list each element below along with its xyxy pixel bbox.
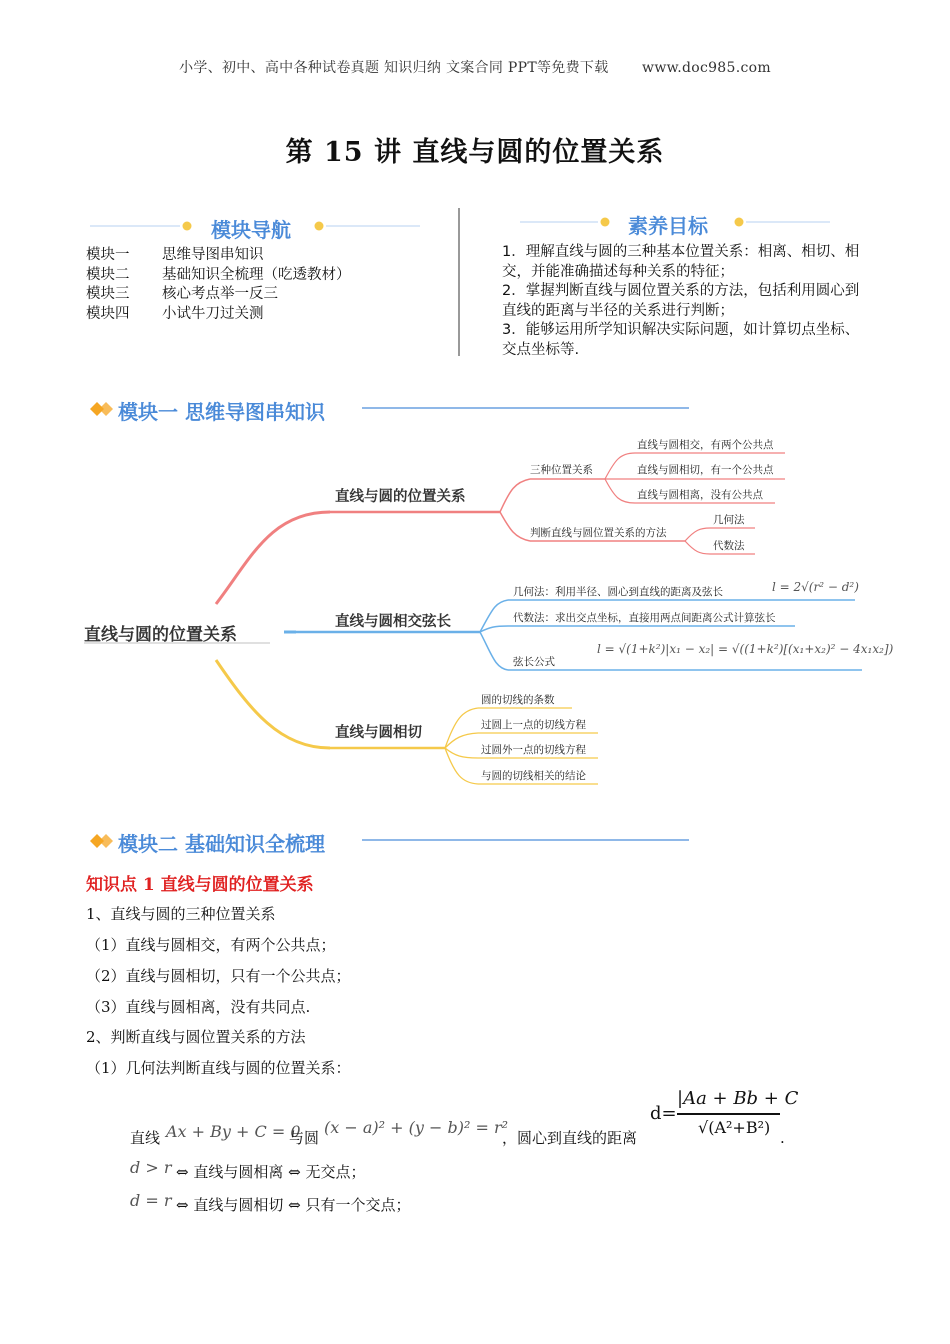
mindmap-b2-item-3: 弦长公式 <box>513 656 555 668</box>
mindmap-b3-item-2: 过圆上一点的切线方程 <box>481 719 586 731</box>
mindmap-root: 直线与圆的位置关系 <box>84 625 237 645</box>
fraction-bar <box>677 1113 780 1115</box>
mindmap-b3-item-4: 与圆的切线相关的结论 <box>481 770 586 782</box>
double-diamond-icon <box>88 830 116 852</box>
eq-denominator: √(A²+B²) <box>698 1118 771 1137</box>
mindmap-branch2: 直线与圆相交弦长 <box>335 614 451 630</box>
nav-item-4[interactable]: 模块四 小试牛刀过关测 <box>86 305 264 322</box>
module1-heading: 模块一 思维导图串知识 <box>118 400 325 424</box>
goals-heading: 素养目标 <box>628 214 708 238</box>
mindmap-formula-chord-geo: l = 2√(r² − d²) <box>772 580 859 594</box>
mindmap-b3-item-1: 圆的切线的条数 <box>481 694 555 706</box>
knowledge-line-3: （2）直线与圆相切，只有一个公共点； <box>86 967 351 985</box>
mindmap-b1-item-3: 直线与圆相离，没有公共点 <box>637 489 763 501</box>
mindmap-formula-chord-alg: l = √(1+k²)|x₁ − x₂| = √((1+k²)[(x₁+x₂)² − 4x₁x₂]) <box>597 642 894 656</box>
nav-item-1[interactable]: 模块一 思维导图串知识 <box>86 247 264 263</box>
page-title: 第 15 讲 直线与圆的位置关系 <box>285 137 665 168</box>
goal-item-3: 3．能够运用所学知识解决实际问题，如计算切点坐标、交点坐标等. <box>502 322 860 358</box>
nav-heading: 模块导航 <box>211 218 291 242</box>
mindmap-b1-method-1: 几何法 <box>713 514 745 526</box>
nav-item-2[interactable]: 模块二 基础知识全梳理（吃透教材） <box>86 266 351 283</box>
knowledge-line-2: （1）直线与圆相交，有两个公共点； <box>86 936 336 954</box>
goal-item-1: 1．理解直线与圆的三种基本位置关系：相离、相切、相交，并能准确描述每种关系的特征； <box>502 244 860 280</box>
eq-line-prefix: 直线 <box>130 1129 161 1147</box>
nav-item-3[interactable]: 模块三 核心考点举一反三 <box>86 286 278 302</box>
eq-numerator: |Aa + Bb + C <box>677 1088 799 1109</box>
eq-period: . <box>780 1129 785 1147</box>
header-text: 小学、初中、高中各种试卷真题 知识归纳 文案合同 PPT等免费下载 <box>179 60 609 76</box>
knowledge-line-5: 2、判断直线与圆位置关系的方法 <box>86 1028 306 1046</box>
cond1-math: d > r <box>130 1158 172 1177</box>
cond1-text: ⇔ 直线与圆相离 ⇔ 无交点； <box>176 1163 366 1181</box>
eq-circle-prefix: 与圆 <box>289 1129 320 1147</box>
mindmap-b2-item-2: 代数法：求出交点坐标，直接用两点间距离公式计算弦长 <box>513 612 776 624</box>
mindmap-branch1-sub1: 三种位置关系 <box>530 464 593 476</box>
mindmap-b1-method-2: 代数法 <box>713 540 745 552</box>
mindmap-b1-item-2: 直线与圆相切，有一个公共点 <box>637 464 774 476</box>
knowledge-line-4: （3）直线与圆相离，没有共同点. <box>86 998 311 1016</box>
header-site[interactable]: www.doc985.com <box>642 60 771 76</box>
mindmap-b3-item-3: 过圆外一点的切线方程 <box>481 744 586 756</box>
mindmap-branch3: 直线与圆相切 <box>335 725 422 741</box>
knowledge-point-title: 知识点 1 直线与圆的位置关系 <box>86 875 314 895</box>
goal-item-2: 2．掌握判断直线与圆位置关系的方法，包括利用圆心到直线的距离与半径的关系进行判断； <box>502 283 860 319</box>
module2-rule <box>362 839 689 841</box>
module2-heading: 模块二 基础知识全梳理 <box>118 832 325 856</box>
eq-distance-text: ，圆心到直线的距离 <box>502 1129 638 1147</box>
mindmap-branch1: 直线与圆的位置关系 <box>335 489 466 505</box>
eq-circle: (x − a)² + (y − b)² = r² <box>324 1118 509 1137</box>
mindmap-branch1-sub2: 判断直线与圆位置关系的方法 <box>530 527 667 539</box>
knowledge-line-6: （1）几何法判断直线与圆的位置关系： <box>86 1059 351 1077</box>
cond2-text: ⇔ 直线与圆相切 ⇔ 只有一个交点； <box>176 1196 411 1214</box>
cond2-math: d = r <box>130 1191 172 1210</box>
eq-d-label: d= <box>650 1103 677 1124</box>
knowledge-line-1: 1、直线与圆的三种位置关系 <box>86 905 276 923</box>
mindmap-b1-item-1: 直线与圆相交，有两个公共点 <box>637 439 774 451</box>
eq-line: Ax + By + C = 0 <box>166 1122 301 1141</box>
mindmap-b2-item-1: 几何法：利用半径、圆心到直线的距离及弦长 <box>513 586 723 598</box>
